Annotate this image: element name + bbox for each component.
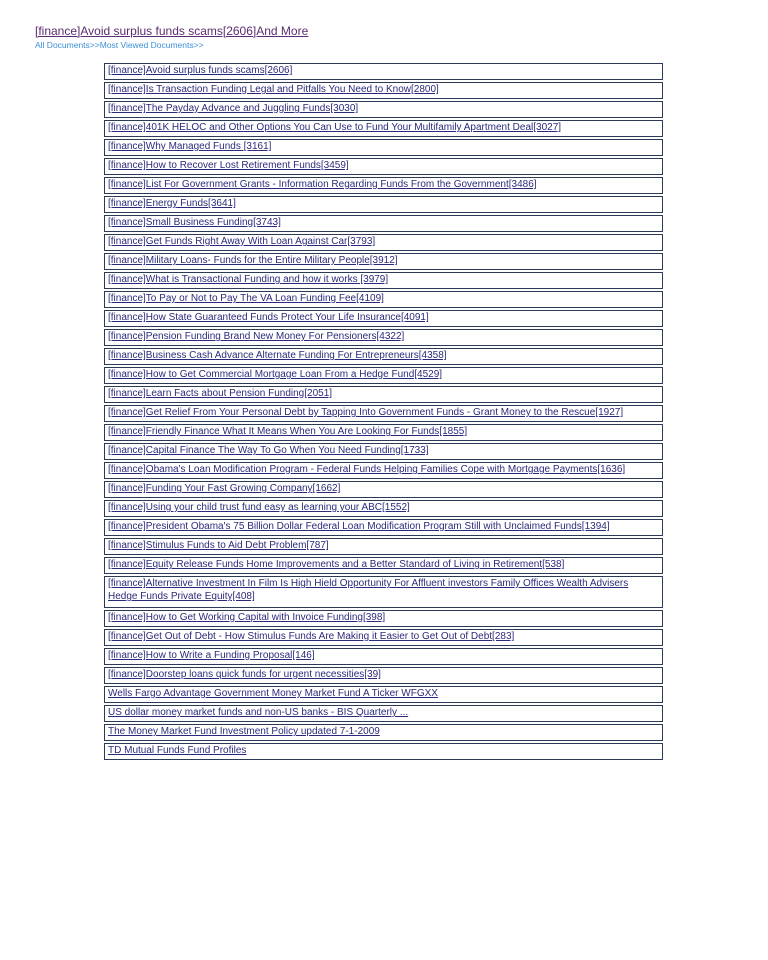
document-row (104, 348, 663, 365)
document-row (104, 82, 663, 99)
document-link[interactable]: [finance]What is Transactional Funding and how it works [3979] (108, 274, 389, 285)
document-link[interactable]: [finance]List For Government Grants - Information Regarding Funds From the Government[3486] (108, 179, 537, 190)
document-row (104, 405, 663, 422)
document-link[interactable]: [finance]How State Guaranteed Funds Protect Your Life Insurance[4091] (108, 312, 429, 323)
breadcrumb-most-viewed[interactable]: Most Viewed Documents (99, 40, 194, 50)
document-link[interactable]: [finance]How to Get Working Capital with Invoice Funding[398] (108, 612, 386, 623)
document-row (104, 329, 663, 346)
document-row (104, 215, 663, 232)
document-row (104, 557, 663, 574)
document-row (104, 667, 663, 684)
document-link[interactable]: [finance]Energy Funds[3641] (108, 198, 236, 209)
document-row (104, 500, 663, 517)
document-link[interactable]: Wells Fargo Advantage Government Money Market Fund A Ticker WFGXX (108, 688, 438, 699)
document-list (104, 61, 663, 762)
document-row (104, 686, 663, 703)
breadcrumb (35, 40, 204, 50)
document-link[interactable]: [finance]Funding Your Fast Growing Company[1662] (108, 483, 341, 494)
document-link[interactable]: [finance]How to Recover Lost Retirement Funds[3459] (108, 160, 349, 171)
document-link[interactable]: TD Mutual Funds Fund Profiles (108, 745, 247, 756)
breadcrumb-all-documents[interactable]: All Documents (35, 40, 90, 50)
document-link[interactable]: The Money Market Fund Investment Policy updated 7-1-2009 (108, 726, 380, 737)
document-link[interactable]: [finance]Stimulus Funds to Aid Debt Problem[787] (108, 540, 329, 551)
document-link[interactable]: [finance]Avoid surplus funds scams[2606] (108, 65, 293, 76)
document-link[interactable]: [finance]Is Transaction Funding Legal and Pitfalls You Need to Know[2800] (108, 84, 439, 95)
document-link[interactable]: US dollar money market funds and non-US banks - BIS Quarterly ... (108, 707, 409, 718)
document-row (104, 648, 663, 665)
document-row (104, 424, 663, 441)
document-row (104, 724, 663, 741)
document-link[interactable]: [finance]Capital Finance The Way To Go When You Need Funding[1733] (108, 445, 429, 456)
document-link[interactable]: [finance]To Pay or Not to Pay The VA Loan Funding Fee[4109] (108, 293, 384, 304)
document-link[interactable]: [finance]Military Loans- Funds for the Entire Military People[3912] (108, 255, 398, 266)
document-link[interactable]: [finance]Using your child trust fund easy as learning your ABC[1552] (108, 502, 410, 513)
document-row (104, 291, 663, 308)
document-row (104, 63, 663, 80)
document-row (104, 234, 663, 251)
document-row (104, 743, 663, 760)
document-row (104, 386, 663, 403)
document-row (104, 253, 663, 270)
document-link[interactable]: [finance]Friendly Finance What It Means When You Are Looking For Funds[1855] (108, 426, 468, 437)
document-row (104, 629, 663, 646)
document-link[interactable]: [finance]Small Business Funding[3743] (108, 217, 281, 228)
document-link[interactable]: [finance]How to Get Commercial Mortgage Loan From a Hedge Fund[4529] (108, 369, 443, 380)
document-row (104, 158, 663, 175)
document-row (104, 610, 663, 627)
document-link[interactable]: [finance]Get Out of Debt - How Stimulus Funds Are Making it Easier to Get Out of Debt[283] (108, 631, 515, 642)
document-row (104, 443, 663, 460)
document-link[interactable]: [finance]Learn Facts about Pension Funding[2051] (108, 388, 333, 399)
document-link[interactable]: [finance]Pension Funding Brand New Money For Pensioners[4322] (108, 331, 405, 342)
document-row (104, 310, 663, 327)
breadcrumb-separator: >> (89, 40, 100, 50)
document-row (104, 177, 663, 194)
document-row (104, 272, 663, 289)
document-link[interactable]: [finance]Equity Release Funds Home Improvements and a Better Standard of Living in Retirement[538] (108, 559, 565, 570)
document-row (104, 538, 663, 555)
document-link[interactable]: [finance]The Payday Advance and Juggling Funds[3030] (108, 103, 359, 114)
document-link[interactable]: [finance]Why Managed Funds [3161] (108, 141, 272, 152)
breadcrumb-separator: >> (193, 40, 204, 50)
document-row (104, 120, 663, 137)
document-row (104, 576, 663, 608)
document-row (104, 139, 663, 156)
document-link[interactable]: [finance]401K HELOC and Other Options You Can Use to Fund Your Multifamily Apartment Deal[3027] (108, 122, 562, 133)
document-link[interactable]: [finance]How to Write a Funding Proposal[146] (108, 650, 315, 661)
document-link[interactable]: [finance]Doorstep loans quick funds for urgent necessities[39] (108, 669, 381, 680)
document-row (104, 519, 663, 536)
document-link[interactable]: [finance]Obama's Loan Modification Program - Federal Funds Helping Families Cope with Mortgage Payments[1636] (108, 464, 626, 475)
document-row (104, 481, 663, 498)
document-link[interactable]: [finance]President Obama's 75 Billion Dollar Federal Loan Modification Program Still with Unclaimed Funds[1394] (108, 521, 610, 532)
document-row (104, 101, 663, 118)
page-title[interactable]: [finance]Avoid surplus funds scams[2606]And More (35, 24, 309, 38)
document-link[interactable]: [finance]Business Cash Advance Alternate Funding For Entrepreneurs[4358] (108, 350, 447, 361)
document-link[interactable]: [finance]Alternative Investment In Film Is High Hield Opportunity For Affluent investors Family Offices Wealth Advisers Hedge Funds Private Equity[408] (108, 578, 629, 602)
document-row (104, 196, 663, 213)
document-row (104, 705, 663, 722)
document-row (104, 367, 663, 384)
document-link[interactable]: [finance]Get Relief From Your Personal Debt by Tapping Into Government Funds - Grant Money to the Rescue[1927] (108, 407, 624, 418)
document-link[interactable]: [finance]Get Funds Right Away With Loan Against Car[3793] (108, 236, 376, 247)
document-row (104, 462, 663, 479)
